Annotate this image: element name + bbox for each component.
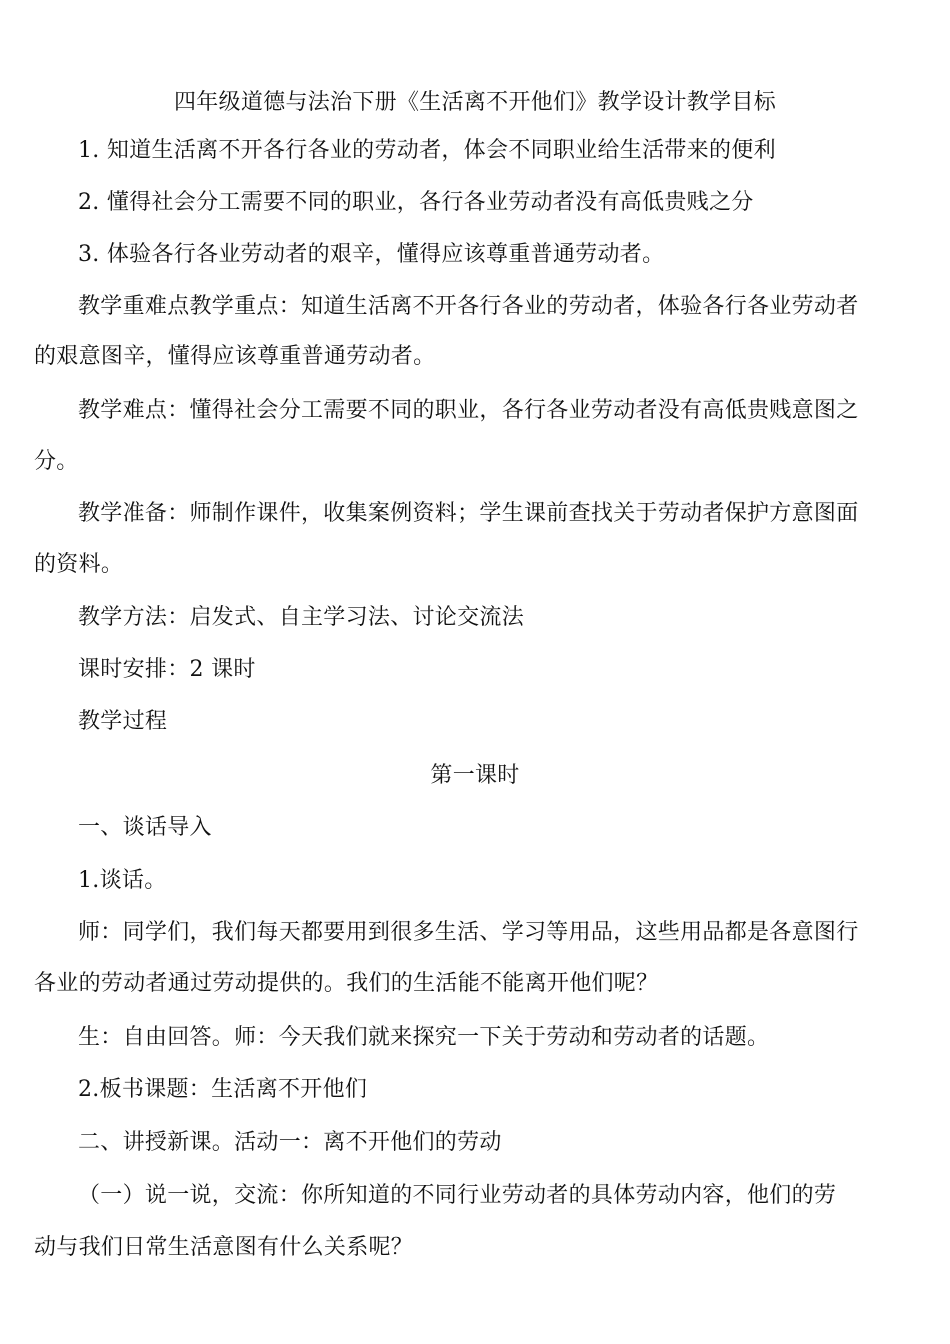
objective-3: 3. 体验各行各业劳动者的艰辛，懂得应该尊重普通劳动者。 [78, 242, 665, 267]
lesson-heading: 第一课时 [430, 763, 520, 788]
item-1: 1.谈话。 [78, 868, 167, 893]
difficulty-line-1: 教学难点：懂得社会分工需要不同的职业，各行各业劳动者没有高低贵贱意图之 [78, 398, 859, 423]
student-response: 生：自由回答。师：今天我们就来探究一下关于劳动和劳动者的话题。 [78, 1025, 770, 1050]
section-2-heading: 二、讲授新课。活动一：离不开他们的劳动 [78, 1130, 502, 1155]
preparation-line-1: 教学准备：师制作课件，收集案例资料；学生课前查找关于劳动者保护方意图面 [78, 501, 859, 526]
document-title: 四年级道德与法治下册《生活离不开他们》教学设计教学目标 [173, 90, 777, 115]
objective-1: 1. 知道生活离不开各行各业的劳动者，体会不同职业给生活带来的便利 [78, 138, 776, 163]
key-points-line-2: 的艰意图辛，懂得应该尊重普通劳动者。 [34, 344, 436, 369]
process-heading: 教学过程 [78, 709, 168, 734]
key-points-line-1: 教学重难点教学重点：知道生活离不开各行各业的劳动者，体验各行各业劳动者 [78, 294, 859, 319]
teacher-speech-line-1: 师：同学们，我们每天都要用到很多生活、学习等用品，这些用品都是各意图行 [78, 920, 859, 945]
lesson-schedule: 课时安排：2 课时 [78, 657, 256, 682]
section-1-heading: 一、谈话导入 [78, 815, 212, 840]
preparation-line-2: 的资料。 [34, 552, 124, 577]
item-2: 2.板书课题：生活离不开他们 [78, 1077, 368, 1102]
difficulty-line-2: 分。 [34, 449, 79, 474]
teacher-speech-line-2: 各业的劳动者通过劳动提供的。我们的生活能不能离开他们呢？ [34, 971, 659, 996]
teaching-methods: 教学方法：启发式、自主学习法、讨论交流法 [78, 605, 525, 630]
discussion-line-1: （一）说一说，交流：你所知道的不同行业劳动者的具体劳动内容，他们的劳 [78, 1183, 837, 1208]
discussion-line-2: 动与我们日常生活意图有什么关系呢？ [34, 1235, 414, 1260]
objective-2: 2. 懂得社会分工需要不同的职业，各行各业劳动者没有高低贵贱之分 [78, 190, 754, 215]
